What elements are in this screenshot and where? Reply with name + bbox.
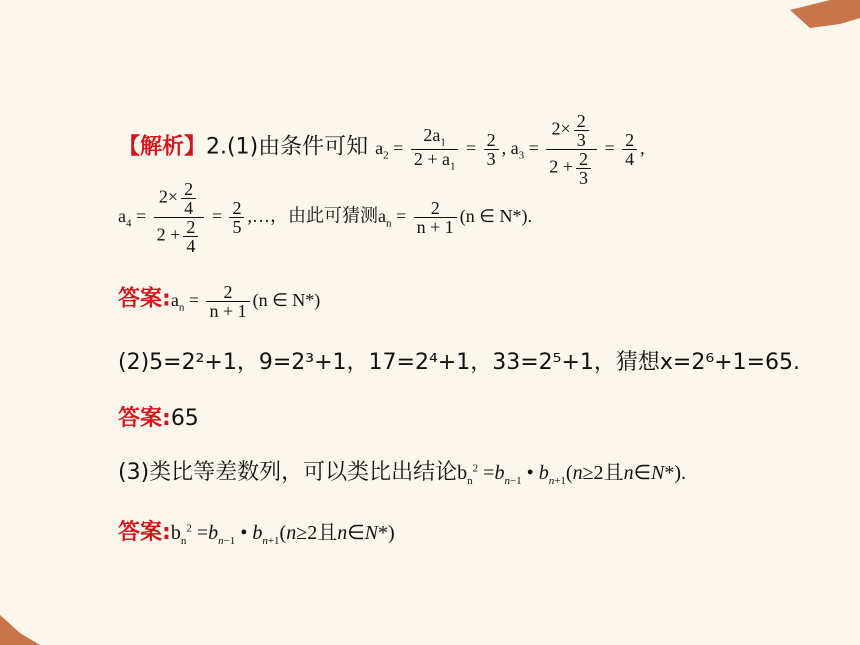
formula-bn-conclusion: $b_n^2 =b_{n-1}$ • $b_{n+1}(n\ge 2$且n∈N*). [457,462,686,487]
formula-an-answer: $a_n$ = $\frac{2}{n + 1}$ (n ∈ N*) [170,282,321,321]
formula-bn-answer: $b_n^2 =b_{n-1}$ • $b_{n+1}(n\ge 2$且n∈N*) [170,522,395,547]
formula-an-guess: $a_n$ = $\frac{2}{n + 1}$ (n ∈ N*). [377,198,532,237]
solution-line-1 [118,112,645,187]
formula-a4: $a_4$ = 2× $\frac{2}{4}$ 2 + $\frac{2}{4}$ = $\frac{2}{5}$ ,… [118,179,270,256]
guess-text: ，由此可猜测 [269,205,378,227]
part3-text: (3)类比等差数列，可以类比出结论 [118,460,458,485]
answer-2 [118,408,199,430]
answer-label-3: 答案: [118,520,171,545]
part3-line [118,462,686,487]
solution-line-2 [118,180,532,255]
corner-decoration-bottom-left [0,615,50,645]
part1-intro: 2.(1)由条件可知 [206,134,369,160]
analysis-label: 【解析】 [118,134,207,160]
corner-decoration-top-right [770,0,860,40]
formula-a2-a3: $a_2$ = $\frac{2a_1}{2 + a_1}$ = $\frac{2}{3}$ , $a_3$ = 2× $\frac{2}{3}$ 2 + $\frac{2}{3}$ = $\frac{2}{4}$ , [375,111,645,188]
answer-label-1: 答案: [118,286,171,312]
part2-text: (2)5=2²+1，9=2³+1，17=2⁴+1，33=2⁵+1，猜想x=2⁶+1=65. [118,350,800,375]
answer-label-2: 答案: [118,406,171,431]
answer-1 [118,283,320,320]
answer-3 [118,522,395,547]
answer-2-value: 65 [170,406,199,431]
